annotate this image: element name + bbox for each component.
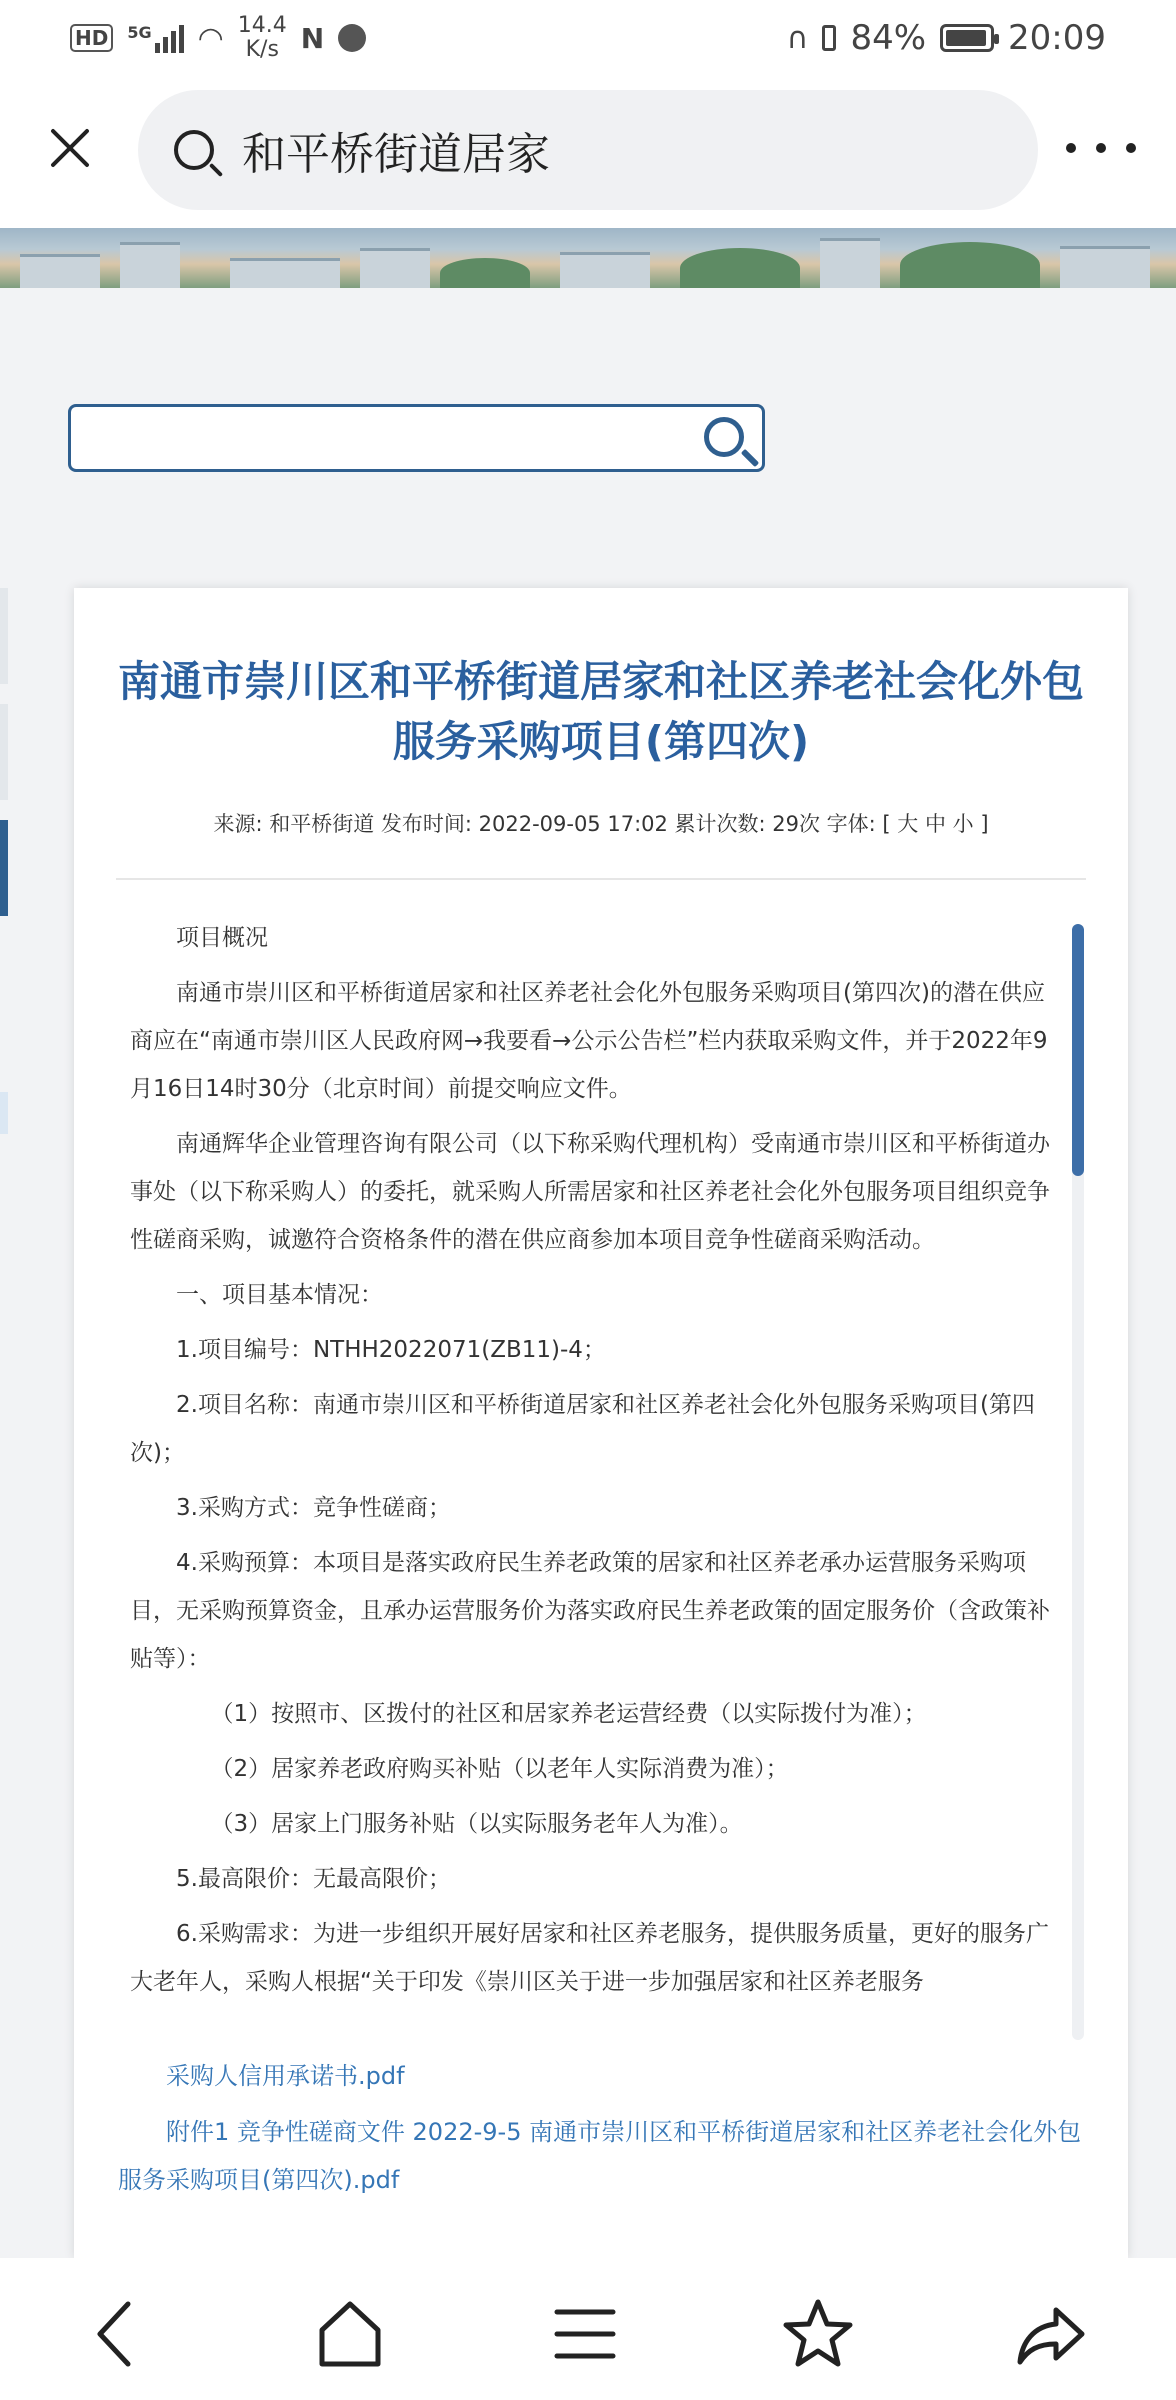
battery-icon: [940, 24, 994, 52]
voice-icon: [338, 24, 366, 52]
paragraph: 一、项目基本情况：: [176, 1282, 383, 1308]
paragraph: 南通市崇川区和平桥街道居家和社区养老社会化外包服务采购项目(第四次)的潜在供应商应在“南通市崇川区人民政府网→我要看→公示公告栏”栏内获取采购文件，并于2022年9月16日14时30分（北京时间）前提交响应文件。: [130, 980, 1048, 1102]
paragraph: 项目概况: [176, 925, 268, 951]
home-icon[interactable]: [310, 2294, 390, 2374]
attachment-link-consultation-doc[interactable]: 附件1 竞争性磋商文件 2022-9-5 南通市崇川区和平桥街道居家和社区养老社会化外包服务采购项目(第四次).pdf: [118, 2118, 1082, 2194]
nfc-icon: N: [300, 21, 325, 55]
paragraph: 3.采购方式：竞争性磋商；: [176, 1495, 451, 1521]
article-title: 南通市崇川区和平桥街道居家和社区养老社会化外包服务采购项目(第四次): [117, 657, 1084, 766]
hd-badge: HD: [70, 24, 113, 52]
paragraph: 4.采购预算：本项目是落实政府民生养老政策的居家和社区养老承办运营服务采购项目，无采购预算资金，且承办运营服务价为落实政府民生养老政策的固定服务价（含政策补贴等）：: [130, 1550, 1050, 1672]
site-search-icon[interactable]: [704, 417, 744, 457]
article-body[interactable]: [130, 914, 1050, 2044]
signal-icon: [127, 23, 183, 53]
side-panel-edge: [0, 704, 8, 800]
site-banner-image: [0, 228, 1176, 288]
close-icon[interactable]: [40, 118, 100, 178]
search-icon: [174, 130, 214, 170]
headphones-icon: ∩: [786, 20, 809, 56]
divider: [116, 878, 1086, 880]
speed-unit: K/s: [245, 37, 279, 62]
paragraph: （1）按照市、区拨付的社区和居家养老运营经费（以实际拨付为准）；: [210, 1701, 927, 1727]
side-panel-edge: [0, 1092, 8, 1134]
status-bar: [0, 0, 1176, 76]
clock: 20:09: [1008, 18, 1106, 58]
status-left: [70, 14, 366, 62]
site-search-input[interactable]: [68, 404, 765, 472]
more-icon[interactable]: [1066, 128, 1136, 168]
browser-toolbar: [0, 76, 1176, 228]
article-card: [74, 588, 1128, 2258]
network-speed: [238, 14, 287, 62]
back-icon[interactable]: [78, 2294, 158, 2374]
wifi-icon: ◠: [197, 20, 224, 56]
attachment-link-credit-pledge[interactable]: 采购人信用承诺书.pdf: [166, 2062, 405, 2090]
search-query: 和平桥街道居家: [242, 129, 550, 180]
phone-battery-icon: [822, 25, 836, 51]
signal-label: 5G: [127, 23, 152, 42]
paragraph: 5.最高限价：无最高限价；: [176, 1866, 451, 1892]
star-icon[interactable]: [778, 2294, 858, 2374]
paragraph: （2）居家养老政府购买补贴（以老年人实际消费为准）；: [210, 1756, 789, 1782]
battery-percent: 84%: [850, 18, 927, 58]
address-search-bar[interactable]: [138, 90, 1038, 210]
speed-value: 14.4: [237, 13, 287, 38]
bottom-navigation: [0, 2258, 1176, 2400]
share-icon[interactable]: [1012, 2294, 1092, 2374]
paragraph: 6.采购需求：为进一步组织开展好居家和社区养老服务，提供服务质量，更好的服务广大老年人，采购人根据“关于印发《崇川区关于进一步加强居家和社区养老服务: [130, 1921, 1049, 1995]
side-panel-edge: [0, 588, 8, 684]
paragraph: （3）居家上门服务补贴（以实际服务老年人为准）。: [210, 1811, 743, 1837]
paragraph: 2.项目名称：南通市崇川区和平桥街道居家和社区养老社会化外包服务采购项目(第四次)；: [130, 1392, 1035, 1466]
side-panel-edge-active: [0, 820, 8, 916]
article-meta: 来源: 和平桥街道 发布时间: 2022-09-05 17:02 累计次数: 29次 字体: [ 大 中 小 ]: [213, 812, 989, 836]
status-right: [786, 18, 1106, 58]
menu-icon[interactable]: [545, 2294, 625, 2374]
paragraph: 南通辉华企业管理咨询有限公司（以下称采购代理机构）受南通市崇川区和平桥街道办事处（以下称采购人）的委托，就采购人所需居家和社区养老社会化外包服务项目组织竞争性磋商采购，诚邀符合资格条件的潜在供应商参加本项目竞争性磋商采购活动。: [130, 1131, 1050, 1253]
paragraph: 1.项目编号：NTHH2022071(ZB11)-4；: [176, 1337, 606, 1363]
scrollbar-thumb[interactable]: [1072, 924, 1084, 1176]
